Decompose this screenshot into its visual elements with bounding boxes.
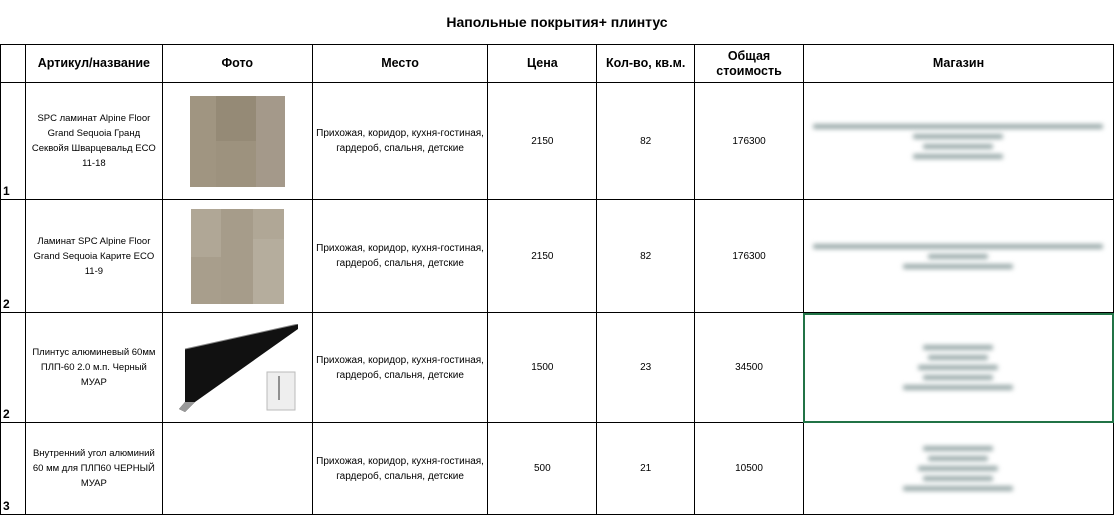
place[interactable]: Прихожая, коридор, кухня-гостиная, гардероб, спальня, детские — [312, 423, 488, 515]
skirting-photo — [175, 324, 300, 412]
table-row — [1, 83, 1114, 200]
product-name[interactable]: SPC ламинат Alpine Floor Grand Sequoia Гранд Секвойя Шварцевальд ECO 11-18 — [25, 83, 162, 200]
price[interactable]: 2150 — [488, 83, 597, 200]
sheet-title: Напольные покрытия+ плинтус — [446, 14, 668, 30]
store-cell-selected[interactable] — [803, 313, 1113, 423]
store-cell-blurred[interactable] — [803, 423, 1113, 515]
header-row — [1, 45, 1114, 83]
row-number[interactable]: 3 — [1, 423, 26, 515]
quantity[interactable]: 23 — [597, 313, 695, 423]
header-place[interactable]: Место — [312, 45, 488, 83]
price[interactable]: 1500 — [488, 313, 597, 423]
photo-cell[interactable] — [162, 83, 312, 200]
row-number[interactable]: 2 — [1, 200, 26, 313]
total[interactable]: 176300 — [695, 83, 804, 200]
spreadsheet-table — [0, 44, 1114, 515]
photo-cell[interactable] — [162, 313, 312, 423]
row-number[interactable]: 1 — [1, 83, 26, 200]
header-name[interactable]: Артикул/название — [25, 45, 162, 83]
wood-photo — [191, 209, 284, 304]
price[interactable]: 2150 — [488, 200, 597, 313]
place[interactable]: Прихожая, коридор, кухня-гостиная, гардероб, спальня, детские — [312, 200, 488, 313]
header-store[interactable]: Магазин — [803, 45, 1113, 83]
price[interactable]: 500 — [488, 423, 597, 515]
header-num[interactable] — [1, 45, 26, 83]
quantity[interactable]: 82 — [597, 83, 695, 200]
header-qty[interactable]: Кол-во, кв.м. — [597, 45, 695, 83]
total[interactable]: 10500 — [695, 423, 804, 515]
place[interactable]: Прихожая, коридор, кухня-гостиная, гардероб, спальня, детские — [312, 83, 488, 200]
total[interactable]: 176300 — [695, 200, 804, 313]
product-name[interactable]: Ламинат SPC Alpine Floor Grand Sequoia Карите ECO 11-9 — [25, 200, 162, 313]
photo-cell[interactable] — [162, 423, 312, 515]
header-price[interactable]: Цена — [488, 45, 597, 83]
product-name[interactable]: Внутренний угол алюминий 60 мм для ПЛП60 ЧЕРНЫЙ МУАР — [25, 423, 162, 515]
store-cell-blurred[interactable] — [803, 200, 1113, 313]
photo-cell[interactable] — [162, 200, 312, 313]
total[interactable]: 34500 — [695, 313, 804, 423]
quantity[interactable]: 21 — [597, 423, 695, 515]
row-number[interactable]: 2 — [1, 313, 26, 423]
table-row — [1, 423, 1114, 515]
header-photo[interactable]: Фото — [162, 45, 312, 83]
table-row — [1, 200, 1114, 313]
header-total[interactable]: Общая стоимость — [695, 45, 804, 83]
place[interactable]: Прихожая, коридор, кухня-гостиная, гардероб, спальня, детские — [312, 313, 488, 423]
product-name[interactable]: Плинтус алюминевый 60мм ПЛП-60 2.0 м.п. Черный МУАР — [25, 313, 162, 423]
quantity[interactable]: 82 — [597, 200, 695, 313]
wood-photo — [190, 96, 285, 187]
store-cell-blurred[interactable] — [803, 83, 1113, 200]
table-row — [1, 313, 1114, 423]
